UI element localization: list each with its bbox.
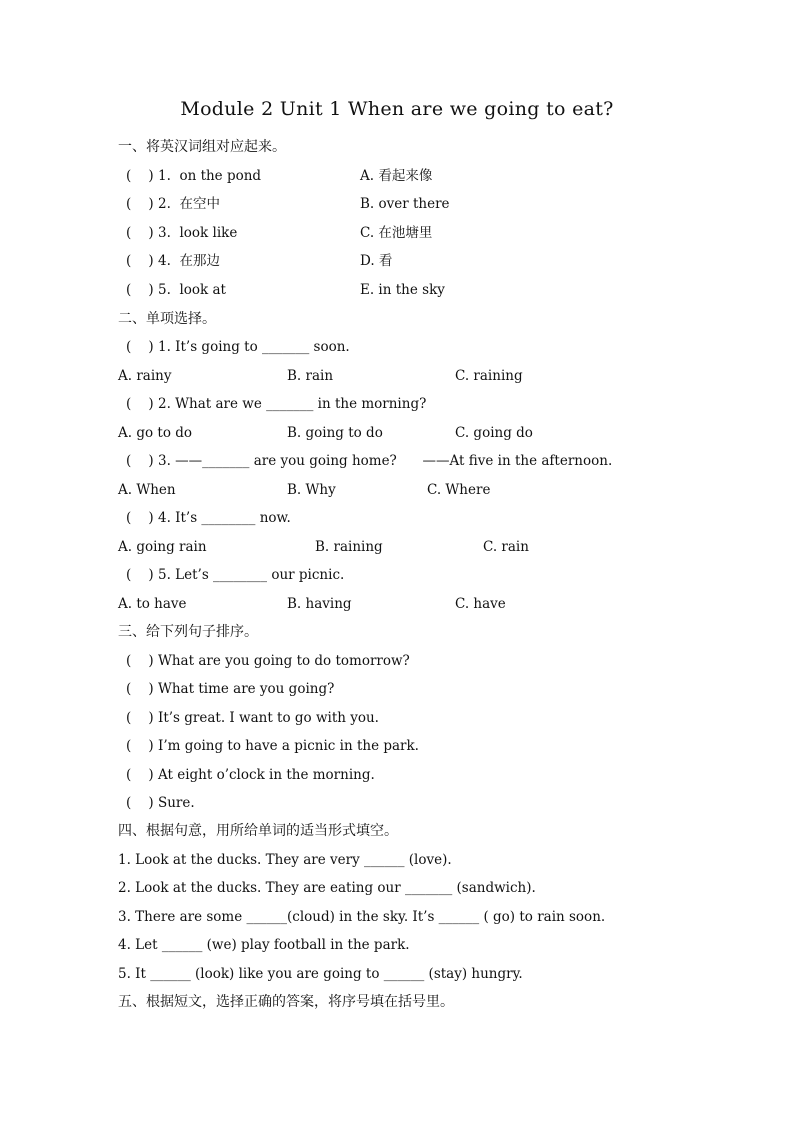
mc-q2-option-c: C. going do xyxy=(455,425,533,441)
fill-item-2: 2. Look at the ducks. They are eating our _______ (sandwich). xyxy=(118,880,536,896)
section-3-heading: 三、给下列句子排序。 xyxy=(118,624,258,640)
mc-q3-option-a: A. When xyxy=(118,482,176,498)
mc-question-1: ( ) 1. It’s going to _______ soon. xyxy=(126,339,350,355)
mc-question-3: ( ) 3. ——_______ are you going home? ——At five in the afternoon. xyxy=(126,453,613,469)
mc-q4-option-b: B. raining xyxy=(315,539,383,555)
order-item-5: ( ) At eight o’clock in the morning. xyxy=(126,767,375,783)
mc-q1-option-b: B. rain xyxy=(287,368,334,384)
section-1-heading: 一、将英汉词组对应起来。 xyxy=(118,139,286,155)
mc-q3-option-c: C. Where xyxy=(427,482,491,498)
order-item-4: ( ) I’m going to have a picnic in the park. xyxy=(126,738,419,754)
fill-item-1: 1. Look at the ducks. They are very ______ (love). xyxy=(118,852,452,868)
match-row-5-right: E. in the sky xyxy=(360,282,445,298)
mc-q5-option-a: A. to have xyxy=(118,596,187,612)
fill-item-4: 4. Let ______ (we) play football in the park. xyxy=(118,937,410,953)
fill-item-5: 5. It ______ (look) like you are going to ______ (stay) hungry. xyxy=(118,966,523,982)
match-row-4-left: ( ) 4. 在那边 xyxy=(126,253,220,269)
order-item-6: ( ) Sure. xyxy=(126,795,195,811)
mc-question-4: ( ) 4. It’s ________ now. xyxy=(126,510,291,526)
match-row-2-left: ( ) 2. 在空中 xyxy=(126,196,220,212)
mc-q3-option-b: B. Why xyxy=(287,482,336,498)
mc-q2-option-b: B. going to do xyxy=(287,425,383,441)
order-item-2: ( ) What time are you going? xyxy=(126,681,335,697)
match-row-3-right: C. 在池塘里 xyxy=(360,225,433,241)
mc-q5-option-b: B. having xyxy=(287,596,352,612)
section-4-heading: 四、根据句意，用所给单词的适当形式填空。 xyxy=(118,823,398,839)
match-row-1-right: A. 看起来像 xyxy=(360,168,433,184)
mc-q5-option-c: C. have xyxy=(455,596,506,612)
order-item-3: ( ) It’s great. I want to go with you. xyxy=(126,710,379,726)
fill-item-3: 3. There are some ______(cloud) in the sky. It’s ______ ( go) to rain soon. xyxy=(118,909,606,925)
match-row-3-left: ( ) 3. look like xyxy=(126,225,238,241)
mc-q2-option-a: A. go to do xyxy=(118,425,193,441)
match-row-4-right: D. 看 xyxy=(360,253,393,269)
section-2-heading: 二、单项选择。 xyxy=(118,311,216,327)
mc-q1-option-a: A. rainy xyxy=(118,368,172,384)
section-5-heading: 五、根据短文，选择正确的答案，将序号填在括号里。 xyxy=(118,994,454,1010)
order-item-1: ( ) What are you going to do tomorrow? xyxy=(126,653,410,669)
page-title: Module 2 Unit 1 When are we going to eat? xyxy=(180,98,614,120)
mc-question-5: ( ) 5. Let’s ________ our picnic. xyxy=(126,567,345,583)
mc-q1-option-c: C. raining xyxy=(455,368,523,384)
mc-q4-option-a: A. going rain xyxy=(118,539,207,555)
match-row-1-left: ( ) 1. on the pond xyxy=(126,168,262,184)
match-row-2-right: B. over there xyxy=(360,196,450,212)
mc-q4-option-c: C. rain xyxy=(483,539,529,555)
match-row-5-left: ( ) 5. look at xyxy=(126,282,226,298)
mc-question-2: ( ) 2. What are we _______ in the morning? xyxy=(126,396,427,412)
